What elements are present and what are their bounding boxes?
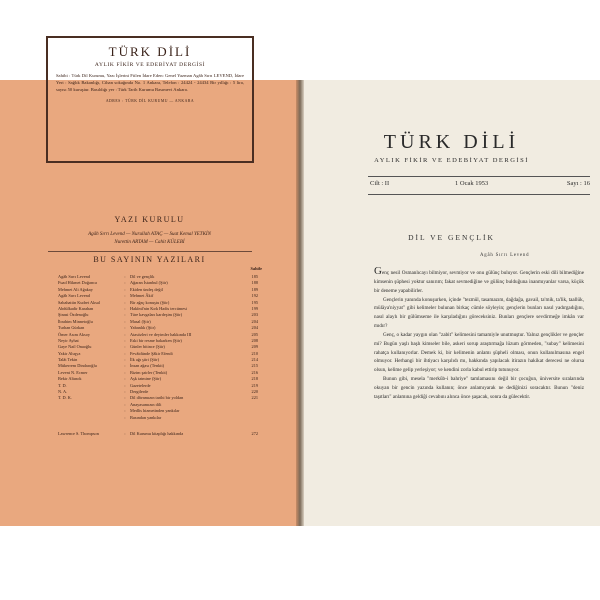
toc-author: Sabahattin Kudret Aksal [58, 299, 101, 305]
toc-title: Dil Kurumu kitaplığı hakkında [130, 431, 184, 437]
toc-page: 189 [251, 286, 258, 292]
toc-page: 214 [251, 357, 258, 363]
toc-title: Yabanlık (Şiir) [130, 325, 156, 331]
drop-cap: G [374, 267, 382, 277]
cover-title: TÜRK DİLİ [383, 131, 520, 153]
toc-author: Neyir Ayhat [58, 337, 79, 343]
toc-page: 272 [251, 431, 258, 437]
paragraph-1-text: enç nesil Osmanlıcayı bilmiyor, sevmiyor ve onu gülünç buluyor. Gençlerin eski dili bilmediğine kimsenin şüphesi yoktur sanırım; fakat sevmediğine ve gülünç bulduğuna inanmıyanlar varsa, küçük bir deneme yapabilirler. [374, 270, 584, 294]
toc-title [130, 421, 236, 427]
toc-colon: : [124, 382, 126, 388]
masthead-info: Sahibi : Türk Dil Kurumu, Yazı İşlerini Fiilen İdare Eden: Genel Yazman Agâh Sırrı LEVEND, İdare Yeri : Sağlık Bakanlığı, Cihan sokağında No. 1 Ankara, Telefon : 24424 - 24434 Bir yıllığı : 5 lira, sayısı 50 kuruştur. Basıldığı yer : Türk Tarih Kurumu Basımevi Ankara. [56, 73, 244, 92]
article-title: DİL VE GENÇLİK [408, 233, 495, 242]
issue-rule-bottom [368, 194, 590, 195]
toc-page: 221 [251, 395, 258, 401]
editorial-line-2: Nurettin ARTAM — Cahit KÜLEBİ [114, 240, 185, 245]
toc-page: 204 [251, 325, 258, 331]
toc-title: Günler bitince (Şiir) [130, 344, 165, 350]
toc-author: Mehmet Ali Ağakay [58, 286, 93, 292]
issue-line [370, 180, 590, 192]
toc-author: Talât Tekin [58, 357, 78, 363]
toc-author [58, 421, 120, 427]
toc-colon: : [124, 414, 126, 420]
toc-colon: : [124, 408, 126, 414]
toc-page: 205 [251, 331, 258, 337]
toc-author: Turhan Gürkan [58, 325, 85, 331]
editorial-line-1: Agâh Sırrı Levend — Nurullah ATAÇ — Suat Kemal YETKİN [88, 232, 211, 237]
toc-page [236, 421, 258, 427]
toc-page: 203 [251, 312, 258, 318]
article-body [374, 267, 584, 523]
toc-page: 204 [251, 318, 258, 324]
cover-subtitle: AYLIK FİKİR VE EDEBİYAT DERGİSİ [374, 157, 529, 164]
toc-colon: : [124, 318, 126, 324]
toc-colon: : [124, 331, 126, 337]
toc-page: 195 [251, 299, 258, 305]
toc-colon: : [124, 274, 126, 279]
toc-page: 220 [251, 389, 258, 395]
toc-colon: : [124, 280, 126, 286]
toc-title: Anayasamızın dili [130, 401, 162, 407]
toc-page: 185 [251, 274, 258, 279]
toc-colon: : [124, 286, 126, 292]
toc-author: T. D. [58, 382, 67, 388]
toc-page: 219 [251, 382, 258, 388]
toc-colon: : [124, 431, 126, 437]
article-paragraph: Genç, o kadar yaygın olan "zabit" kelimesini tamamiyle unutmuştur. Yalnız gençlikler ve gençler mi? Bugün yaşlı başlı kimseler bile, askeri sorup araştırmağa lüzum görmeden, "subay" kelimesini rahatça kullanıyorlar. Demek ki, bir kelimenin anlamı şüpheli olması, onun kullanılmasına engel olmuyor. Herhangi bir ihtiyacı karşılıdı mı, hakkında yapılacak itirazın hakikat derecesi ne olursa olsun, kelime gelip yerleşiyor; ve kendini zorla kabul ettirip tutunuyor. [374, 331, 584, 374]
toc-title: Eski bir resme bakarken (Şiir) [130, 337, 182, 343]
toc-colon: : [124, 337, 126, 343]
toc-page: 215 [251, 363, 258, 369]
masthead-box [46, 36, 254, 163]
toc-title: Masal (Şiir) [130, 318, 151, 324]
toc-heading: BU SAYININ YAZILARI [93, 255, 206, 264]
issue-number: Sayı : 16 [566, 180, 590, 187]
volume-label: Cilt : II [370, 180, 390, 187]
toc-author: Agâh Sırrı Levend [58, 293, 90, 299]
toc-colon: : [124, 389, 126, 395]
toc-title: Mehmet Âkif [130, 293, 154, 299]
toc-author: Levent N. Ecmer [58, 369, 88, 375]
toc-title: Türe kavgaları kardeşim (Şiir) [130, 312, 183, 318]
article-paragraph: Gençlerin yanında konuşurken, içinde "tezmül, tasamazım, dağdağa, gavail, ta'mik, ta'lik, taallük, müläya'niyyat" gibi kelimeler bulunan birkaç cümle söyleyin; gençlerin bunları nasıl yadırgadığını, nasıl alaylı bir gülümseme ile karşıladığını göreceksiniz. Bunları gençlere sevdirmeğe imkân var mıdır? [374, 296, 584, 330]
article-paragraph: Bunun gibi, mesela "merkûb-i bahriye" tamlamasını değil bir çocuğun, üniversite sıralarında okuyan bir gencin yazında kullanın; önce anlamıyarak ne dediğinizi soracaktır. Bunun "deniz taşıtları" anlamına geldiği cevabını alınca önce şaşacak, sonra da gülecektir. [374, 376, 584, 400]
issue-rule-top [368, 176, 590, 177]
toc-title: Hakîmî'nin Kırk Hadis tercümesi [130, 305, 187, 311]
toc-author: Mükerrem Dindaroğlu [58, 363, 97, 369]
toc-row [58, 431, 258, 437]
toc-author: Şinasi Özdenoğlu [58, 312, 89, 318]
toc-row [58, 421, 258, 427]
toc-author: N. A. [58, 389, 68, 395]
toc-author: Abdülkadir Karahan [58, 305, 94, 311]
toc-colon: : [124, 350, 126, 356]
toc-page: 218 [251, 376, 258, 382]
toc-title: Atasözleri ve deyimler hakkında III [130, 331, 192, 337]
toc-page: 210 [251, 350, 258, 356]
toc-colon: : [124, 363, 126, 369]
section-divider [48, 251, 252, 252]
toc-page: 216 [251, 369, 258, 375]
toc-colon: : [124, 299, 126, 305]
toc-page: 208 [251, 337, 258, 343]
toc-page-column-header: Sahife [250, 266, 262, 271]
toc-title: Ekiden ündeş değil [130, 286, 163, 292]
editorial-members [0, 231, 299, 247]
toc-author: T. D. K. [58, 395, 72, 401]
masthead-address: ADRES : TÜRK DİL KURUMU — ANKARA [105, 99, 195, 103]
toc-author: Fuad Hikmet Doğanca [58, 280, 97, 286]
toc-page: 192 [251, 293, 258, 299]
masthead-title: TÜRK DİLİ [108, 44, 192, 59]
toc-title: İlk ağı şiiri (Şiir) [130, 357, 159, 363]
toc-colon: : [124, 401, 126, 407]
table-of-contents [58, 266, 262, 438]
article-author: Agâh Sırrı Levend [480, 253, 530, 258]
toc-colon: : [124, 369, 126, 375]
toc-title: Dil dâvamızın tarihi bir yoldan [130, 395, 184, 401]
toc-colon [120, 421, 130, 427]
article-paragraph [374, 267, 584, 296]
toc-title: İnsan ağası (Tenkit) [130, 363, 165, 369]
toc-colon: : [124, 395, 126, 401]
toc-colon: : [124, 305, 126, 311]
toc-colon: : [124, 376, 126, 382]
toc-title: Basından yankılar [130, 414, 162, 420]
toc-author: Lawrence S. Thompson [58, 431, 99, 437]
toc-colon: : [124, 293, 126, 299]
toc-colon: : [124, 325, 126, 331]
toc-title: Fevâidünde Şâkir Efendi [130, 350, 173, 356]
toc-author: İbrahim Minnetoğlu [58, 318, 93, 324]
toc-author: Gaye Nail Onaoğlu [58, 344, 92, 350]
toc-author: Yakir Aluşya [58, 350, 81, 356]
masthead-subtitle: AYLIK FİKİR VE EDEBİYAT DERGİSİ [94, 62, 206, 68]
issue-date: 1 Ocak 1953 [455, 180, 489, 187]
toc-colon: : [124, 357, 126, 363]
toc-title: Medlis hizmetinden yankılar [130, 408, 180, 414]
toc-colon: : [124, 312, 126, 318]
toc-title: Ağaran İstanbul (Şiir) [130, 280, 168, 286]
toc-title: Dil ve gençlik [130, 274, 155, 279]
toc-page: 209 [251, 344, 258, 350]
toc-page: 188 [251, 280, 258, 286]
editorial-heading: YAZI KURULU [114, 215, 185, 224]
toc-title: Gazetelerde [130, 382, 151, 388]
toc-author: Agâh Sırrı Levend [58, 274, 90, 279]
toc-title: Dergilerde [130, 389, 149, 395]
toc-page: 199 [251, 305, 258, 311]
toc-title: Bizim şairler (Tenkit) [130, 369, 168, 375]
toc-title: Aşk tatmine (Şiir) [130, 376, 162, 382]
toc-author: Bekir Altınok [58, 376, 82, 382]
toc-author: Ömer Asım Aksoy [58, 331, 90, 337]
toc-colon: : [124, 344, 126, 350]
toc-title: Bir ağaç konuştu (Şiir) [130, 299, 170, 305]
